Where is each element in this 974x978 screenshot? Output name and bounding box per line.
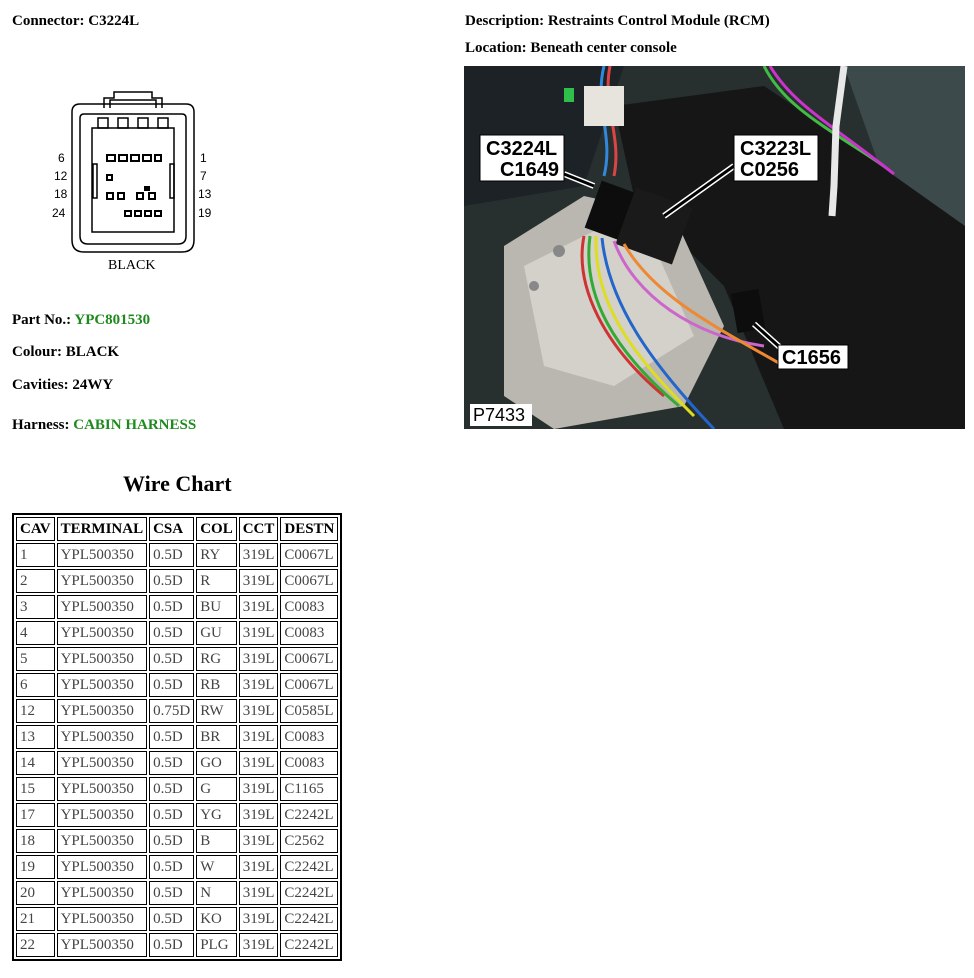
location-heading: [465, 39, 677, 57]
cell-cct: 319L: [239, 673, 279, 697]
part-number-line: [12, 311, 150, 329]
cell-cav: 14: [16, 751, 55, 775]
cell-csa: 0.75D: [149, 699, 194, 723]
cell-csa: 0.5D: [149, 751, 194, 775]
cell-terminal: YPL500350: [57, 569, 148, 593]
table-row: [16, 933, 338, 957]
location-photo: [464, 66, 965, 429]
cell-csa: 0.5D: [149, 907, 194, 931]
wire-chart-header-row: [16, 517, 338, 541]
cell-col: YG: [196, 803, 237, 827]
pin-label-18: 18: [54, 187, 68, 201]
cell-destn: C0585L: [280, 699, 338, 723]
part-number-label: Part No.:: [12, 312, 72, 328]
table-row: [16, 829, 338, 853]
cell-terminal: YPL500350: [57, 725, 148, 749]
pin-label-19: 19: [198, 206, 212, 220]
cell-cav: 4: [16, 621, 55, 645]
cell-col: R: [196, 569, 237, 593]
cell-terminal: YPL500350: [57, 699, 148, 723]
cell-cct: 319L: [239, 751, 279, 775]
cell-destn: C0067L: [280, 647, 338, 671]
part-number-value: YPC801530: [74, 312, 151, 328]
cell-csa: 0.5D: [149, 673, 194, 697]
cell-destn: C2242L: [280, 855, 338, 879]
cell-terminal: YPL500350: [57, 751, 148, 775]
table-row: [16, 725, 338, 749]
cell-cav: 17: [16, 803, 55, 827]
cell-csa: 0.5D: [149, 647, 194, 671]
cavities-value: 24WY: [72, 377, 114, 393]
cell-terminal: YPL500350: [57, 881, 148, 905]
photo-id: P7433: [473, 405, 526, 425]
cell-terminal: YPL500350: [57, 621, 148, 645]
callout-c3223l: C3223L: [740, 138, 812, 160]
table-row: [16, 543, 338, 567]
cell-col: RY: [196, 543, 237, 567]
cell-cav: 20: [16, 881, 55, 905]
cell-csa: 0.5D: [149, 881, 194, 905]
cell-cct: 319L: [239, 621, 279, 645]
cell-terminal: YPL500350: [57, 907, 148, 931]
cell-destn: C2562: [280, 829, 338, 853]
cell-col: KO: [196, 907, 237, 931]
cell-cct: 319L: [239, 777, 279, 801]
cell-cav: 15: [16, 777, 55, 801]
cell-csa: 0.5D: [149, 621, 194, 645]
connector-value: C3224L: [88, 13, 140, 29]
cell-col: RW: [196, 699, 237, 723]
cell-col: BR: [196, 725, 237, 749]
cell-csa: 0.5D: [149, 569, 194, 593]
cell-cct: 319L: [239, 881, 279, 905]
cell-csa: 0.5D: [149, 595, 194, 619]
pin-label-24: 24: [52, 206, 66, 220]
table-row: [16, 881, 338, 905]
pin-label-7: 7: [200, 169, 207, 183]
wire-chart-body: [16, 543, 338, 957]
cell-cav: 5: [16, 647, 55, 671]
cell-csa: 0.5D: [149, 543, 194, 567]
diagram-colour-text: BLACK: [108, 258, 156, 273]
cell-cct: 319L: [239, 543, 279, 567]
callout-c1649: C1649: [500, 159, 559, 181]
cell-col: GO: [196, 751, 237, 775]
cell-terminal: YPL500350: [57, 673, 148, 697]
header-cav: CAV: [16, 517, 55, 541]
colour-value: BLACK: [65, 344, 120, 360]
callout-c1656: C1656: [782, 347, 841, 369]
connector-face-diagram: [48, 90, 228, 275]
cell-terminal: YPL500350: [57, 777, 148, 801]
cell-csa: 0.5D: [149, 855, 194, 879]
cell-csa: 0.5D: [149, 829, 194, 853]
header-destn: DESTN: [280, 517, 338, 541]
cell-destn: C0067L: [280, 543, 338, 567]
harness-line: [12, 416, 196, 434]
description-heading: [465, 12, 770, 30]
cell-csa: 0.5D: [149, 725, 194, 749]
cell-col: N: [196, 881, 237, 905]
table-row: [16, 621, 338, 645]
table-row: [16, 569, 338, 593]
cell-col: GU: [196, 621, 237, 645]
cell-destn: C0067L: [280, 673, 338, 697]
location-photo-svg: [464, 66, 965, 429]
cell-cav: 21: [16, 907, 55, 931]
cell-cav: 18: [16, 829, 55, 853]
cell-cav: 12: [16, 699, 55, 723]
pin-label-1: 1: [200, 151, 207, 165]
connector-label: Connector:: [12, 13, 85, 29]
connector-heading: [12, 12, 139, 30]
colour-line: [12, 343, 119, 361]
cell-terminal: YPL500350: [57, 543, 148, 567]
colour-label: Colour:: [12, 344, 62, 360]
cell-terminal: YPL500350: [57, 595, 148, 619]
pin-label-6: 6: [58, 151, 65, 165]
location-value: Beneath center console: [530, 40, 677, 56]
header-terminal: TERMINAL: [57, 517, 148, 541]
cell-cct: 319L: [239, 569, 279, 593]
cavities-label: Cavities:: [12, 377, 69, 393]
cell-csa: 0.5D: [149, 933, 194, 957]
cell-terminal: YPL500350: [57, 647, 148, 671]
cell-cct: 319L: [239, 725, 279, 749]
cell-destn: C0083: [280, 751, 338, 775]
cell-cav: 22: [16, 933, 55, 957]
cell-destn: C2242L: [280, 803, 338, 827]
table-row: [16, 751, 338, 775]
cell-terminal: YPL500350: [57, 829, 148, 853]
cell-col: W: [196, 855, 237, 879]
table-row: [16, 803, 338, 827]
header-csa: CSA: [149, 517, 194, 541]
wire-chart-table: [12, 513, 342, 961]
table-row: [16, 673, 338, 697]
cell-csa: 0.5D: [149, 777, 194, 801]
pin-label-12: 12: [54, 169, 68, 183]
cell-destn: C0083: [280, 725, 338, 749]
cell-cct: 319L: [239, 699, 279, 723]
cell-cct: 319L: [239, 803, 279, 827]
harness-value: CABIN HARNESS: [73, 417, 197, 433]
table-row: [16, 855, 338, 879]
cell-col: PLG: [196, 933, 237, 957]
cell-col: G: [196, 777, 237, 801]
cell-cav: 3: [16, 595, 55, 619]
cell-destn: C1165: [280, 777, 338, 801]
cell-destn: C0083: [280, 621, 338, 645]
cell-col: RG: [196, 647, 237, 671]
description-value: Restraints Control Module (RCM): [547, 13, 770, 29]
cell-cct: 319L: [239, 595, 279, 619]
wire-chart-title: Wire Chart: [123, 471, 232, 496]
description-label: Description:: [465, 13, 545, 29]
cell-terminal: YPL500350: [57, 855, 148, 879]
cell-cav: 2: [16, 569, 55, 593]
table-row: [16, 699, 338, 723]
location-label: Location:: [465, 40, 527, 56]
cell-destn: C2242L: [280, 881, 338, 905]
cell-destn: C2242L: [280, 933, 338, 957]
cell-cct: 319L: [239, 829, 279, 853]
cell-cct: 319L: [239, 933, 279, 957]
cell-cav: 13: [16, 725, 55, 749]
cell-cct: 319L: [239, 855, 279, 879]
cell-col: B: [196, 829, 237, 853]
cell-destn: C0083: [280, 595, 338, 619]
cell-col: RB: [196, 673, 237, 697]
cell-cct: 319L: [239, 907, 279, 931]
header-cct: CCT: [239, 517, 279, 541]
cell-destn: C2242L: [280, 907, 338, 931]
table-row: [16, 595, 338, 619]
table-row: [16, 647, 338, 671]
cell-cav: 1: [16, 543, 55, 567]
connector-face-svg: [48, 90, 228, 275]
cell-cct: 319L: [239, 647, 279, 671]
cell-csa: 0.5D: [149, 803, 194, 827]
cell-terminal: YPL500350: [57, 803, 148, 827]
pin-label-13: 13: [198, 187, 212, 201]
cell-destn: C0067L: [280, 569, 338, 593]
cell-cav: 6: [16, 673, 55, 697]
callout-c3224l: C3224L: [486, 138, 558, 160]
cavities-line: [12, 376, 113, 394]
harness-label: Harness:: [12, 417, 70, 433]
callout-c0256: C0256: [740, 159, 799, 181]
cell-cav: 19: [16, 855, 55, 879]
cell-terminal: YPL500350: [57, 933, 148, 957]
table-row: [16, 777, 338, 801]
cell-col: BU: [196, 595, 237, 619]
table-row: [16, 907, 338, 931]
header-col: COL: [196, 517, 237, 541]
